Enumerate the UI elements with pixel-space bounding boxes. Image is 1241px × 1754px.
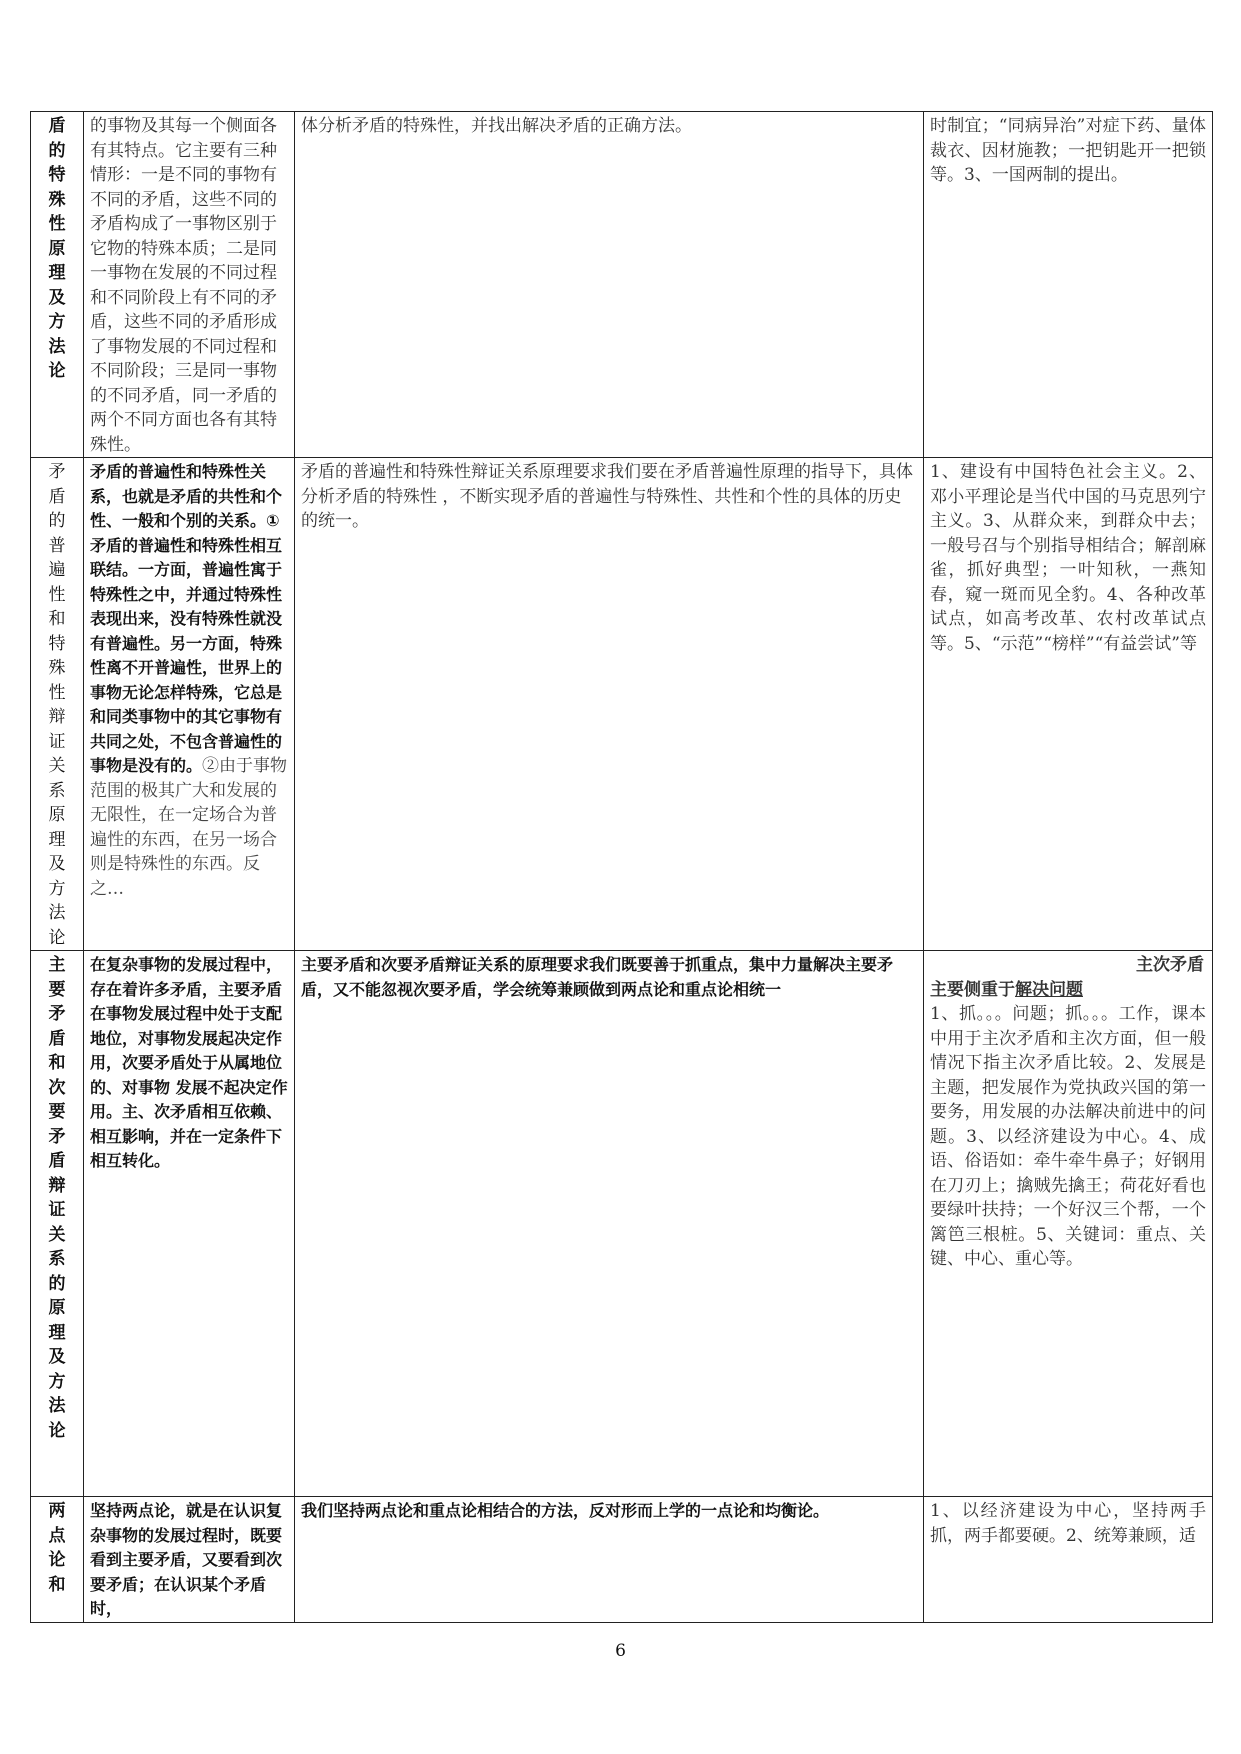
row-title-char: 及	[48, 287, 66, 308]
row-title-char: 方	[48, 1371, 66, 1392]
row-title-char: 殊	[48, 658, 66, 678]
examples-cell	[924, 951, 1213, 1497]
row-title-char: 盾	[48, 1028, 66, 1049]
principle-cell: 的事物及其每一个侧面各有其特点。它主要有三种情形：一是不同的事物有不同的矛盾，这些不同的矛盾构成了一事物区别于它物的特殊本质；二是同一事物在发展的不同过程和不同阶段上有不同的矛盾，这些不同的矛盾形成了事物发展的不同过程和不同阶段；三是同一事物的不同矛盾，同一矛盾的两个不同方面也各有其特殊性。	[84, 112, 295, 458]
row-title-char: 论	[48, 1420, 66, 1441]
row-title-char: 辩	[48, 1175, 66, 1196]
row-title-char: 法	[48, 903, 66, 923]
row-title-cell	[31, 458, 84, 951]
row-title-char: 普	[48, 535, 66, 556]
row-title-char: 方	[48, 878, 66, 899]
row-title-char: 点	[48, 1525, 66, 1546]
row-title-cell	[31, 1497, 84, 1623]
examples-heading: 主次矛盾	[1136, 955, 1204, 975]
row-title-char: 殊	[48, 189, 66, 210]
row-title-char: 原	[48, 805, 66, 825]
row-title-char: 和	[48, 1574, 66, 1595]
row-title-char: 矛	[48, 462, 66, 482]
row-title-char: 的	[48, 511, 66, 531]
row-title-char: 系	[48, 780, 66, 801]
row-title-char: 要	[48, 979, 66, 1000]
examples-cell: 1、以经济建设为中心，坚持两手抓，两手都要硬。2、统筹兼顾，适	[924, 1497, 1213, 1623]
principle-cell: 在复杂事物的发展过程中，存在着许多矛盾，主要矛盾在事物发展过程中处于支配地位，对事物发展起决定作用，次要矛盾处于从属地位的、对事物 发展不起决定作用。主、次矛盾相互依赖、相互影响，并在一定条件下相互转化。	[84, 951, 295, 1497]
row-title-char: 论	[48, 1550, 66, 1570]
row-title-char: 矛	[48, 1126, 66, 1147]
row-title-char: 理	[48, 829, 66, 850]
principle-text-bold: 矛盾的普遍性和特殊性关系，也就是矛盾的共性和个性、一般和个别的关系。①矛盾的普遍性和特殊性相互联结。一方面，普遍性寓于特殊性之中，并通过特殊性表现出来，没有特殊性就没有普遍性。另一方面，特殊性离不开普遍性，世界上的事物无论怎样特殊，它总是和同类事物中的其它事物有共同之处，不包含普遍性的事物是没有的。	[90, 462, 283, 775]
row-title-char: 性	[48, 682, 66, 703]
row-title-char: 特	[48, 633, 66, 654]
methodology-cell: 我们坚持两点论和重点论相结合的方法，反对形而上学的一点论和均衡论。	[295, 1497, 924, 1623]
row-title	[37, 953, 77, 1443]
row-title-char: 法	[48, 336, 66, 357]
row-title-char: 关	[48, 1224, 66, 1245]
row-title-char: 理	[48, 263, 66, 283]
row-title-char: 原	[48, 238, 66, 259]
row-title-char: 要	[48, 1102, 66, 1122]
row-title-char: 的	[48, 140, 66, 161]
principle-cell	[84, 458, 295, 951]
row-title-char: 及	[48, 854, 66, 874]
row-title-char: 系	[48, 1249, 66, 1269]
examples-text: 1、抓。。。问题；抓。。。工作，课本中用于主次矛盾和主次方面，但一般情况下指主次矛盾比较。2、发展是主题，把发展作为党执政兴国的第一要务，用发展的办法解决前进中的问题。3、以经济建设为中心。4、成语、俗语如：牵牛牵牛鼻子；好钢用在刀刃上；擒贼先擒王；荷花好看也要绿叶扶持；一个好汉三个帮，一个篱笆三根桩。5、关键词：重点、关键、中心、重心等。	[930, 1004, 1206, 1269]
row-title	[37, 1499, 77, 1597]
row-title-char: 盾	[48, 1151, 66, 1171]
examples-subheading-underlined: 解决问题	[1015, 979, 1083, 1000]
table-row	[31, 458, 1213, 951]
table-row	[31, 1497, 1213, 1623]
row-title-cell	[31, 951, 84, 1497]
row-title-char: 主	[48, 955, 66, 975]
row-title-char: 盾	[48, 486, 66, 507]
row-title-char: 论	[48, 927, 66, 948]
page-number: 6	[615, 1641, 626, 1661]
row-title-char: 和	[48, 609, 66, 629]
row-title-char: 性	[48, 214, 66, 234]
methodology-cell: 体分析矛盾的特殊性，并找出解决矛盾的正确方法。	[295, 112, 924, 458]
row-title-char: 两	[48, 1501, 66, 1521]
row-title-char: 及	[48, 1347, 66, 1367]
table-row	[31, 112, 1213, 458]
methodology-cell: 矛盾的普遍性和特殊性辩证关系原理要求我们要在矛盾普遍性原理的指导下，具体分析矛盾的特殊性 ，不断实现矛盾的普遍性与特殊性、共性和个性的具体的历史的统一。	[295, 458, 924, 951]
row-title-char: 证	[48, 731, 66, 752]
row-title-char: 的	[48, 1273, 66, 1294]
row-title-char: 关	[48, 756, 66, 776]
row-title-char: 特	[48, 165, 66, 185]
row-title	[37, 460, 77, 950]
row-title-cell	[31, 112, 84, 458]
row-title-char: 辩	[48, 707, 66, 727]
content-table	[30, 111, 1213, 1623]
examples-cell: 1、建设有中国特色社会主义。2、邓小平理论是当代中国的马克思列宁主义。3、从群众来，到群众中去；一般号召与个别指导相结合；解剖麻雀，抓好典型；一叶知秋，一燕知春，窥一斑而见全豹。4、各种改革试点，如高考改革、农村改革试点等。5、“示范”“榜样”“有益尝试”等	[924, 458, 1213, 951]
row-title-char: 遍	[48, 560, 66, 580]
row-title-char: 次	[48, 1077, 66, 1098]
principle-cell: 坚持两点论，就是在认识复杂事物的发展过程时，既要看到主要矛盾，又要看到次要矛盾；在认识某个矛盾时，	[84, 1497, 295, 1623]
table-row	[31, 951, 1213, 1497]
principle-text: ②由于事物范围的极其广大和发展的无限性，在一定场合为普遍性的东西，在另一场合则是特殊性的东西。反之…	[90, 756, 288, 899]
row-title-char: 盾	[48, 116, 66, 136]
row-title-char: 和	[48, 1053, 66, 1073]
methodology-cell: 主要矛盾和次要矛盾辩证关系的原理要求我们既要善于抓重点，集中力量解决主要矛盾，又不能忽视次要矛盾，学会统筹兼顾做到两点论和重点论相统一	[295, 951, 924, 1497]
row-title-char: 方	[48, 312, 66, 332]
row-title-char: 矛	[48, 1004, 66, 1024]
row-title-char: 性	[48, 584, 66, 605]
row-title-char: 理	[48, 1322, 66, 1343]
row-title-char: 论	[48, 361, 66, 381]
row-title-char: 证	[48, 1200, 66, 1220]
examples-cell: 时制宜；“同病异治”对症下药、量体裁衣、因材施教；一把钥匙开一把锁等。3、一国两制的提出。	[924, 112, 1213, 458]
examples-subheading: 主要侧重于	[930, 979, 1015, 1000]
row-title-char: 原	[48, 1298, 66, 1318]
row-title	[37, 114, 77, 384]
row-title-char: 法	[48, 1396, 66, 1416]
